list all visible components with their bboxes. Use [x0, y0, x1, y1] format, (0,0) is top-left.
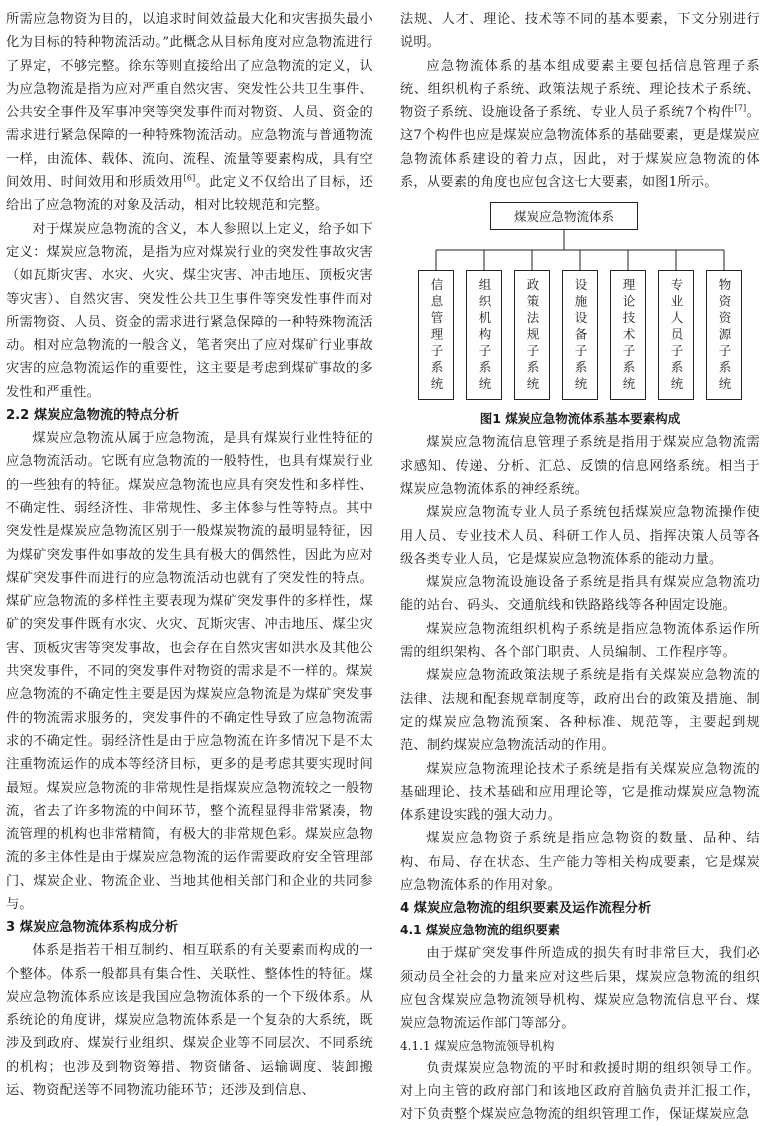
paragraph: 煤炭应急物资子系统是指应急物资的数量、品种、结构、布局、存在状态、生产能力等相关构成要素，它是煤炭应急物流体系的作用对象。 — [400, 827, 760, 897]
section-heading: 3 煤炭应急物流体系构成分析 — [6, 917, 373, 938]
paragraph: 煤炭应急物流理论技术子系统是指有关煤炭应急物流的基础理论、技术基础和应用理论等，它是推动煤炭应急物流体系建设实践的强大动力。 — [400, 758, 760, 828]
section-heading: 4 煤炭应急物流的组织要素及运作流程分析 — [400, 898, 760, 919]
right-column — [400, 8, 760, 1126]
paragraph: 由于煤矿突发事件所造成的损失有时非常巨大，我们必须动员全社会的力量来应对这些后果，煤炭应急物流的组织应包含煤炭应急物流领导机构、煤炭应急物流信息平台、煤炭应急物流运作部门等部分。 — [400, 942, 760, 1035]
citation-ref: [7] — [734, 104, 746, 113]
diagram-node-label: 组织机构子系统 — [475, 278, 493, 394]
diagram-node-org — [466, 270, 502, 400]
paragraph: 对于煤炭应急物流的含义，本人参照以上定义，给予如下定义：煤炭应急物流，是指为应对煤炭行业的突发性事故灾害（如瓦斯灾害、水灾、火灾、煤尘灾害、冲击地压、顶板灾害等灾害）、自然灾害、突发性公共卫生事件等突发性事件而对所需物资、人员、资金的需求进行紧急保障的一种特殊物流活动。相对应急物流的一般含义，笔者突出了应对煤矿行业事故灾害的应急物流运作的重要性，这主要是考虑到煤矿事故的多发性和严重性。 — [6, 218, 373, 404]
paragraph: 煤炭应急物流专业人员子系统包括煤炭应急物流操作使用人员、专业技术人员、科研工作人员、指挥决策人员等各级各类专业人员，它是煤炭应急物流体系的能动力量。 — [400, 501, 760, 571]
paragraph: 煤炭应急物流政策法规子系统是指有关煤炭应急物流的法律、法规和配套规章制度等，政府出台的政策及措施、制定的煤炭应急物流预案、各种标准、规范等，主要起到规范、制约煤炭应急物流活动的作用。 — [400, 664, 760, 757]
diagram-node-label: 理论技术子系统 — [619, 278, 637, 394]
paragraph: 煤炭应急物流设施设备子系统是指具有煤炭应急物流功能的站台、码头、交通航线和铁路路线等各种固定设施。 — [400, 571, 760, 618]
paragraph: 煤炭应急物流信息管理子系统是指用于煤炭应急物流需求感知、传递、分析、汇总、反馈的信息网络系统。相当于煤炭应急物流体系的神经系统。 — [400, 431, 760, 501]
diagram-node-theory — [610, 270, 646, 400]
subsubsection-heading: 4.1.1 煤炭应急物流领导机构 — [400, 1036, 760, 1057]
diagram-node-policy — [514, 270, 550, 400]
diagram-node-label: 物资资源子系统 — [715, 278, 733, 394]
subsection-heading: 4.1 煤炭应急物流的组织要素 — [400, 920, 760, 941]
citation-ref: [6] — [183, 174, 195, 183]
diagram-node-label: 信息管理子系统 — [427, 278, 445, 394]
diagram-node-facility — [562, 270, 598, 400]
diagram-node-personnel — [658, 270, 694, 400]
paragraph: 体系是指若干相互制约、相互联系的有关要素而构成的一个整体。体系一般都具有集合性、关联性、整体性的特征。煤炭应急物流体系应该是我国应急物流体系的一个下级体系。从系统论的角度讲，煤炭应急物流体系是一个复杂的大系统，既涉及到政府、煤炭行业组织、煤炭企业等不同层次、不同系统的机构；也涉及到物资筹措、物资储备、运输调度、装卸搬运、物资配送等不同物流功能环节；还涉及到信息、 — [6, 939, 373, 1102]
diagram-node-label: 设施设备子系统 — [571, 278, 589, 394]
paragraph-text: 。此定义不仅给出了目标，还给出了应急物流的对象及活动，相对比较规范和完整。 — [6, 175, 373, 213]
diagram-node-label: 专业人员子系统 — [667, 278, 685, 394]
paragraph: 负责煤炭应急物流的平时和救援时期的组织领导工作。对上向主管的政府部门和该地区政府首脑负责并汇报工作，对下负责整个煤炭应急物流的组织管理工作，保证煤炭应急 — [400, 1057, 760, 1126]
diagram-node-material — [706, 270, 742, 400]
diagram-node-info — [418, 270, 454, 400]
paragraph-text: 应急物流体系的基本组成要素主要包括信息管理子系统、组织机构子系统、政策法规子系统、理论技术子系统、物资子系统、设施设备子系统、专业人员子系统7个构件 — [400, 59, 760, 121]
diagram-root-node: 煤炭应急物流体系 — [490, 202, 638, 230]
figure-caption: 图1 煤炭应急物流体系基本要素构成 — [400, 409, 760, 429]
diagram-node-label: 政策法规子系统 — [523, 278, 541, 394]
paragraph: 法规、人才、理论、技术等不同的基本要素，下文分别进行说明。 — [400, 8, 760, 55]
paragraph-text: 所需应急物资为目的，以追求时间效益最大化和灾害损失最小化为目标的特种物流活动。”此概念从目标角度对应急物流进行了界定，不够完整。徐东等则直接给出了应急物流的定义，认为应急物流是指为应对严重自然灾害、突发性公共卫生事件、公共安全事件及军事冲突等突发事件而对物资、人员、资金的需求进行紧急保障的一种特殊物流活动。应急物流与普通物流一样，由流体、载体、流向、流程、流量等要素构成，具有空间效用、时间效用和形质效用 — [6, 12, 373, 190]
paragraph — [400, 55, 760, 195]
paragraph: 煤炭应急物流从属于应急物流，是具有煤炭行业性特征的应急物流活动。它既有应急物流的一般特性，也具有煤炭行业的一些独有的特征。煤炭应急物流也应具有突发性和多样性、不确定性、弱经济性、非常规性、多主体参与性等特点。其中突发性是煤炭应急物流区别于一般煤炭物流的最明显特征，因为煤矿突发事件如事故的发生具有极大的偶然性，因此为应对煤矿突发事件而进行的应急物流活动也就有了突发性的特点。煤矿应急物流的多样性主要表现为煤矿突发事件的多样性，煤矿的突发事件既有水灾、火灾、瓦斯灾害、冲击地压、煤尘灾害、顶板灾害等突发事故，也会存在自然灾害如洪水及其他公共突发事件，不同的突发事件对物资的需求是不一样的。煤炭应急物流的不确定性主要是因为煤炭应急物流是为煤矿突发事件的物流需求服务的，突发事件的不确定性导致了应急物流需求的不确定性。弱经济性是由于应急物流在许多情况下是不太注重物流运作的成本等经济目标，更多的是考虑其要实现时间最短。煤炭应急物流的非常规性是指煤炭应急物流较之一般物流，省去了许多物流的中间环节，整个流程显得非常紧凑，物流管理的机构也非常精简，有极大的非常规色彩。煤炭应急物流的多主体性是由于煤炭应急物流的运作需要政府安全管理部门、煤炭企业、物流企业、当地其他相关部门和企业的共同参与。 — [6, 427, 373, 916]
paragraph — [6, 8, 373, 218]
paragraph: 煤炭应急物流组织机构子系统是指应急物流体系运作所需的组织架构、各个部门职责、人员编制、工作程序等。 — [400, 618, 760, 665]
section-heading: 2.2 煤炭应急物流的特点分析 — [6, 405, 373, 426]
figure-system-diagram — [400, 200, 760, 405]
left-column — [6, 8, 373, 1102]
paragraph-text: 。这7个构件也应是煤炭应急物流体系的基础要素，更是煤炭应急物流体系建设的着力点，因此，对于煤炭应急物流的体系，从要素的角度也应包含这七大要素，如图1所示。 — [400, 105, 760, 190]
